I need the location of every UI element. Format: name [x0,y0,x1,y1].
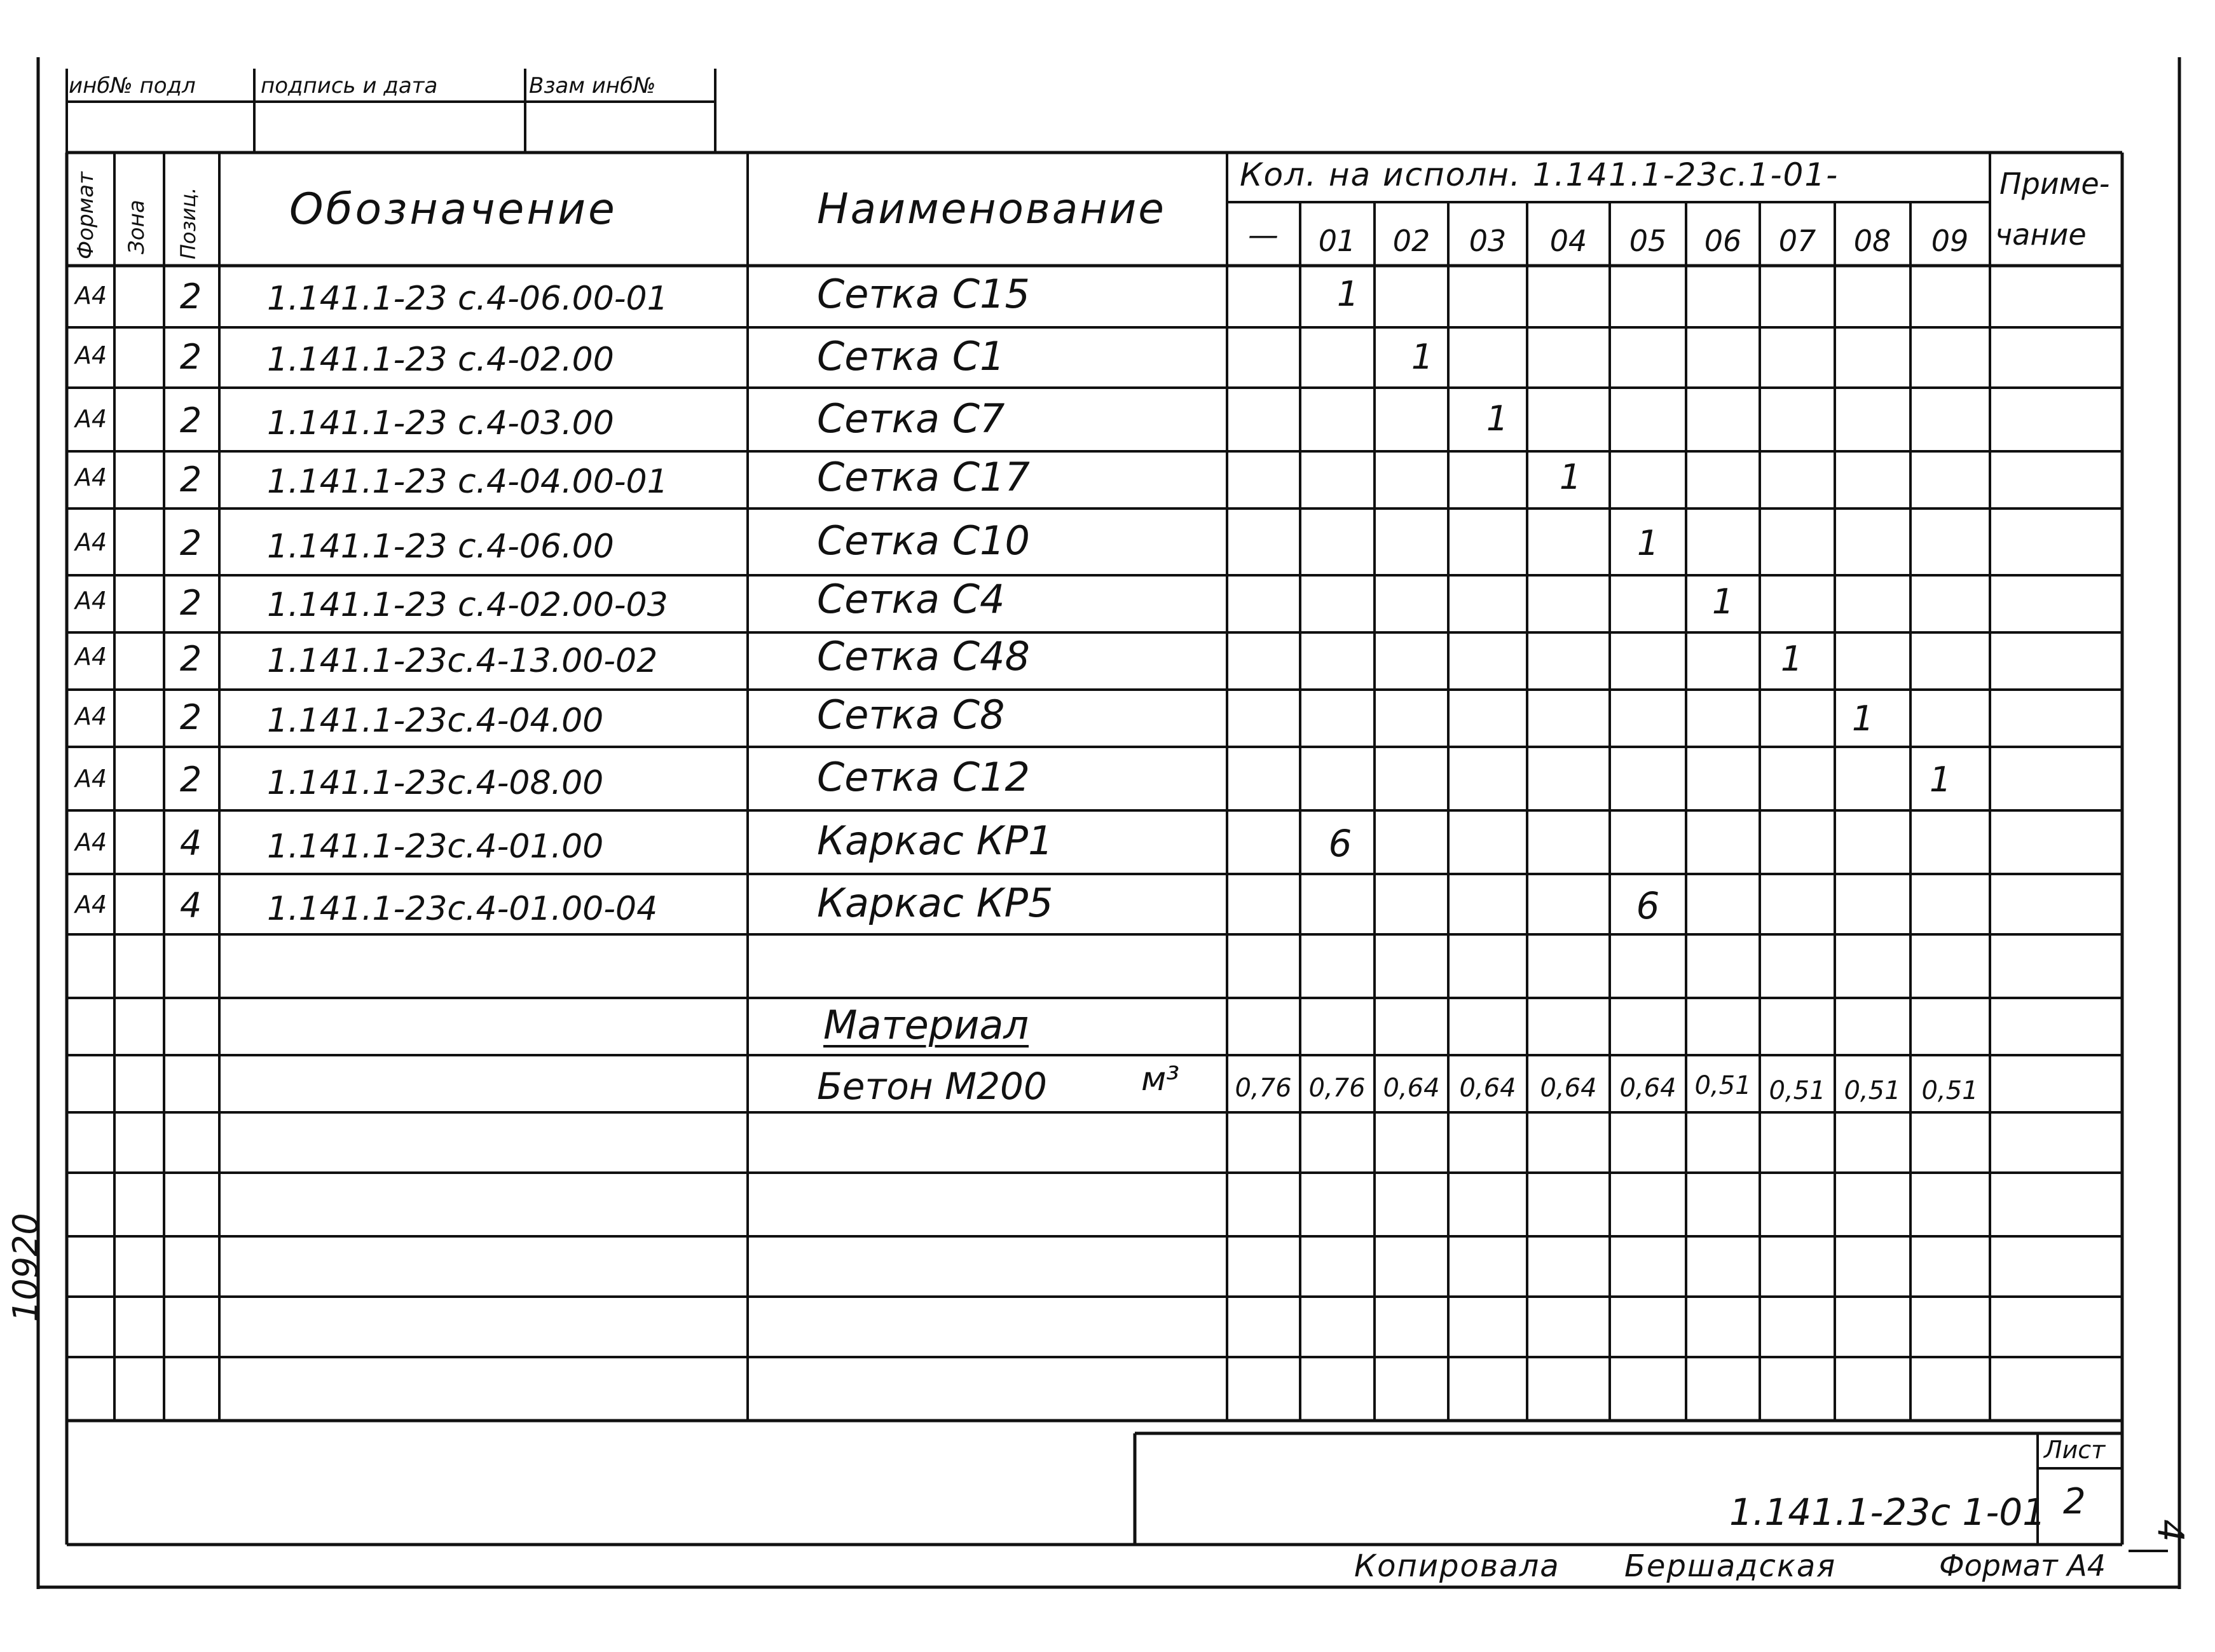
table-row-poz: 2 [179,276,202,317]
table-row-naim: Сетка С12 [817,754,1030,800]
table-row-qty: 1 [1559,457,1582,497]
table-row-poz: 2 [179,760,202,800]
document-code: 1.141.1-23с 1-01 [1729,1491,2047,1534]
table-row-poz: 2 [179,523,202,563]
table-row-poz: 4 [179,823,202,863]
table-row-poz: 2 [179,337,202,377]
margin-left-note: 10920 [6,1213,46,1322]
material-value: 0,76 [1235,1074,1292,1103]
header-kol: Кол. на исполн. 1.141.1-23с.1-01- [1240,156,1839,193]
variant-header-8: 08 [1853,224,1891,258]
list-label: Лист [2044,1436,2106,1464]
table-row-format: А4 [75,891,107,918]
table-row-oboz: 1.141.1-23 с.4-04.00-01 [267,463,668,501]
table-row-qty: 1 [1411,337,1434,377]
header-prim-1: Приме- [1999,167,2110,201]
table-row-naim: Сетка С8 [817,692,1005,738]
table-row-oboz: 1.141.1-23 с.4-06.00-01 [267,280,668,318]
header-prim-2: чание [1995,217,2087,252]
table-row-oboz: 1.141.1-23с.4-01.00 [267,828,604,866]
table-row-naim: Сетка С15 [817,271,1030,317]
header-oboz: Обозначение [289,184,617,235]
table-row-naim: Сетка С1 [817,333,1005,379]
variant-header-2: 02 [1392,224,1430,258]
footer-format: Формат А4 [1939,1548,2106,1583]
table-row-oboz: 1.141.1-23с.4-01.00-04 [267,890,658,928]
table-row-naim: Сетка С10 [817,517,1030,564]
table-row-poz: 2 [179,460,202,500]
table-row-naim: Сетка С4 [817,576,1005,622]
table-row-format: А4 [75,528,107,556]
material-value: 0,64 [1383,1074,1440,1103]
table-row-oboz: 1.141.1-23с.4-13.00-02 [267,642,658,680]
table-row-qty: 6 [1636,884,1660,927]
table-row-poz: 2 [179,400,202,440]
table-row-oboz: 1.141.1-23 с.4-02.00-03 [267,586,668,624]
material-value: 0,51 [1844,1076,1901,1105]
table-row-format: А4 [75,765,107,793]
material-value: 0,64 [1459,1074,1516,1103]
variant-header-3: 03 [1469,224,1507,258]
header-zona: Зона [124,200,149,254]
footer-copier: Бершадская [1624,1548,1837,1584]
variant-header-1: 01 [1318,224,1356,258]
table-row-format: А4 [75,341,107,369]
stamp-vzam: Взам инб№ [529,73,656,99]
variant-header-4: 04 [1549,224,1588,258]
table-row-oboz: 1.141.1-23с.4-08.00 [267,764,604,802]
material-value: 0,76 [1308,1074,1366,1103]
material-value: 0,64 [1540,1074,1597,1103]
material-unit: м³ [1141,1060,1180,1098]
variant-header-5: 05 [1629,224,1667,258]
table-row-qty: 1 [1711,582,1734,622]
header-poz: Позиц. [176,187,200,259]
table-row-oboz: 1.141.1-23 с.4-03.00 [267,404,614,442]
list-number: 2 [2063,1481,2086,1522]
material-title: Материал [823,1002,1029,1048]
table-row-format: А4 [75,702,107,730]
table-row-format: А4 [75,405,107,433]
table-row-qty: 1 [1636,523,1659,563]
material-name: Бетон М200 [817,1065,1047,1108]
table-row-qty: 1 [1780,639,1803,679]
stamp-inv-podl: инб№ подл [69,73,196,99]
table-row-qty: 1 [1486,399,1509,439]
table-row-naim: Каркас КР1 [817,817,1053,864]
variant-header-0: — [1248,217,1279,253]
table-row-qty: 1 [1336,274,1359,314]
margin-right-note: 4 [2149,1519,2191,1542]
footer-copied: Копировала [1354,1548,1560,1584]
table-row-naim: Сетка С17 [817,454,1030,500]
table-row-naim: Каркас КР5 [817,880,1053,926]
material-value: 0,64 [1619,1074,1677,1103]
stamp-podpis: подпись и дата [261,73,438,99]
material-value: 0,51 [1769,1076,1826,1105]
variant-header-6: 06 [1704,224,1742,258]
table-row-poz: 4 [179,885,202,925]
material-value: 0,51 [1694,1071,1752,1100]
table-row-format: А4 [75,463,107,491]
table-row-oboz: 1.141.1-23 с.4-06.00 [267,528,614,566]
table-row-qty: 1 [1929,760,1952,800]
table-row-naim: Сетка С7 [817,395,1005,442]
material-value: 0,51 [1921,1076,1978,1105]
table-row-oboz: 1.141.1-23 с.4-02.00 [267,341,614,379]
table-row-format: А4 [75,643,107,671]
variant-header-9: 09 [1931,224,1969,258]
table-row-naim: Сетка С48 [817,633,1030,679]
table-row-qty: 6 [1328,822,1352,865]
table-row-poz: 2 [179,697,202,737]
table-row-oboz: 1.141.1-23с.4-04.00 [267,702,604,740]
table-row-format: А4 [75,587,107,615]
table-row-format: А4 [75,828,107,856]
table-row-poz: 2 [179,639,202,679]
table-row-poz: 2 [179,583,202,623]
table-row-qty: 1 [1851,699,1874,739]
header-format: Формат [73,172,99,259]
header-naim: Наименование [817,184,1166,233]
table-row-format: А4 [75,282,107,310]
variant-header-7: 07 [1778,224,1816,258]
